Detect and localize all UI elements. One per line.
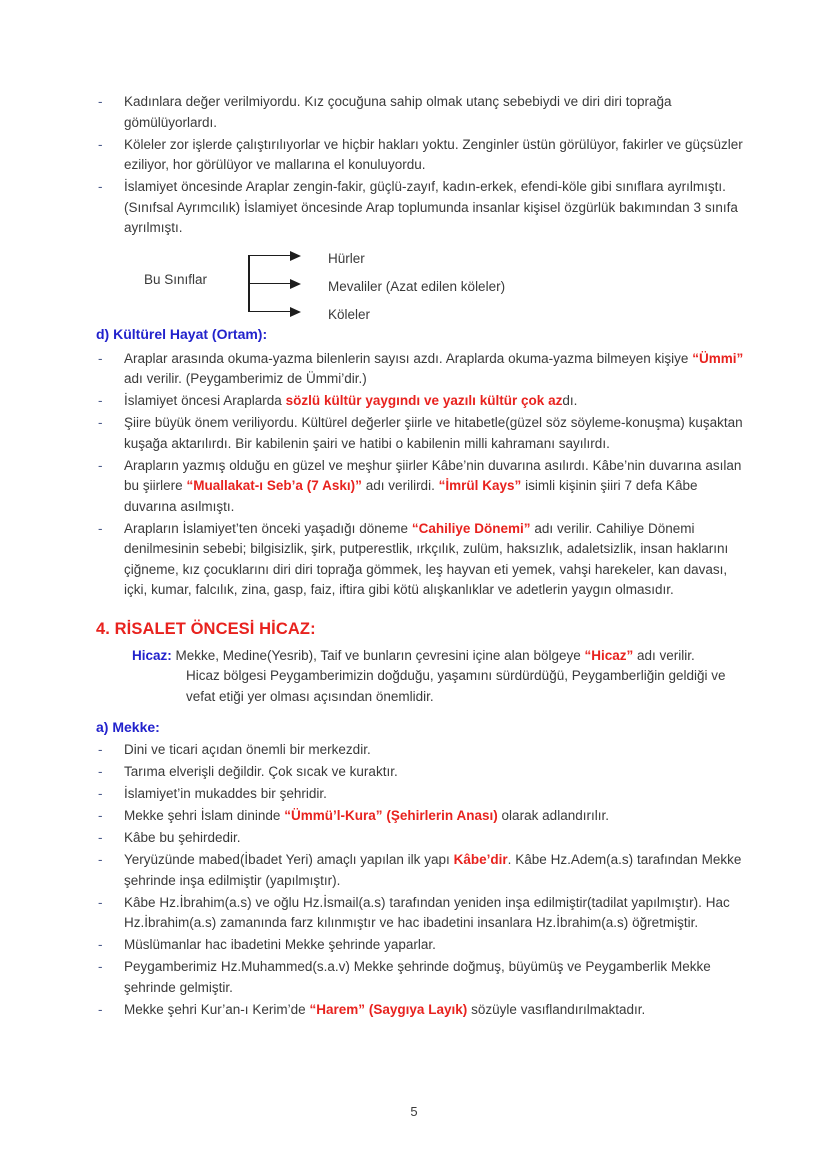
text-run: adı verilir. Cahiliye Dönemi denilmesinin sebebi; bilgisizlik, şirk, putperestlik, ırkçılık, zulüm, haksızlık, adaletsizlik, insan haklarını çiğneme, kız çocuklarını diri diri toprağa gömmek, leş hayvan eti yemek, vahşi harekeler, kan davası, içki, kumar, falcılık, zina, gasp, faiz, iftira gibi kötü alışkanlıklar ve adetlerin yaygın olmasıdır. (124, 520, 729, 597)
emphasis-red: “Muallakat-ı Seb’a (7 Askı)” (186, 478, 362, 493)
hicaz-definition-line-2: Hicaz bölgesi Peygamberimizin doğduğu, yaşamını sürdürdüğü, Peygamberliğin geldiği ve vefat etiği yer olması açısından önemlidir. (186, 668, 726, 704)
kulturel-bullet-item (96, 456, 750, 518)
kulturel-bullet-item (96, 391, 750, 412)
bullet-dash-icon: - (98, 786, 103, 801)
text-run: Arapların İslamiyet’ten önceki yaşadığı döneme (124, 520, 412, 536)
bullet-dash-icon: - (98, 830, 103, 845)
intro-bullet-list (96, 92, 750, 239)
intro-bullet-text (124, 135, 750, 176)
bullet-dash-icon: - (98, 937, 103, 952)
mekke-bullet-text (124, 1000, 750, 1021)
mekke-bullet-text (124, 784, 750, 805)
arrowhead-icon (290, 251, 301, 261)
hicaz-definition-text (172, 648, 695, 663)
text-run: adı verilir. (633, 647, 695, 663)
text-run: Kâbe Hz.İbrahim(a.s) ve oğlu Hz.İsmail(a.s) tarafından yeniden inşa edilmiştir(tadilat yapılmıştır). Hac Hz.İbrahim(a.s) zamanında farz kılınmıştır ve hac ibadetini insanlara Hz.İbrahim(a.s) öğretmiştir. (124, 894, 730, 930)
text-run: Kadınlara değer verilmiyordu. Kız çocuğuna sahip olmak utanç sebebiydi ve diri diri toprağa gömülüyorlardı. (124, 94, 672, 130)
mekke-bullet-item (96, 1000, 750, 1021)
text-run: Dini ve ticari açıdan önemli bir merkezdir. (124, 742, 371, 757)
kulturel-bullet-text (124, 349, 750, 390)
bullet-dash-icon: - (98, 1001, 103, 1017)
emphasis-red: Kâbe’dir (453, 852, 508, 867)
bracket-arm-3 (248, 311, 292, 313)
emphasis-red: “Cahiliye Dönemi” (411, 520, 531, 536)
class-hierarchy-diagram (96, 249, 750, 322)
mekke-bullet-text (124, 850, 750, 891)
text-run: adı verilir. (Peygamberimiz de Ümmi’dir.) (124, 371, 367, 386)
mekke-bullet-text (124, 893, 750, 934)
text-run: İslamiyet’in mukaddes bir şehridir. (124, 786, 327, 801)
intro-bullet-text (124, 177, 750, 239)
bullet-dash-icon: - (98, 350, 103, 366)
arrowhead-icon (290, 279, 301, 289)
kulturel-bullet-text (124, 519, 750, 601)
mekke-bullet-text (124, 806, 750, 827)
mekke-bullet-item (96, 850, 750, 891)
text-run: isimli kişinin şiiri 7 defa Kâbe duvarına asılmıştı. (124, 478, 698, 514)
text-run: Mekke, Medine(Yesrib), Taif ve bunların çevresini içine alan bölgeye (171, 647, 585, 663)
bullet-dash-icon: - (98, 808, 103, 823)
mekke-bullet-item (96, 957, 750, 998)
mekke-bullet-item (96, 828, 750, 849)
mekke-bullet-text (124, 762, 750, 783)
mekke-bullet-list (96, 740, 750, 1020)
text-run: İslamiyet öncesi Araplarda (124, 393, 286, 408)
emphasis-red: “İmrül Kays” (438, 478, 522, 493)
text-run: sözüyle vasıflandırılmaktadır. (467, 1001, 646, 1017)
text-run: olarak adlandırılır. (497, 808, 609, 823)
bullet-dash-icon: - (98, 764, 103, 779)
mekke-bullet-text (124, 828, 750, 849)
text-run: Müslümanlar hac ibadetini Mekke şehrinde yaparlar. (124, 937, 436, 952)
kulturel-bullet-item (96, 519, 750, 601)
emphasis-red: “Ümmü’l-Kura” (Şehirlerin Anası) (284, 808, 498, 823)
kulturel-bullet-item (96, 413, 750, 454)
kulturel-bullet-text (124, 391, 750, 412)
kulturel-bullet-text (124, 413, 750, 454)
text-run: İslamiyet öncesinde Araplar zengin-fakir, güçlü-zayıf, kadın-erkek, efendi-köle gibi sınıflara ayrılmıştı. (Sınıfsal Ayrımcılık) İslamiyet öncesinde Arap toplumunda insanlar kişisel özgürlük bakımından 3 sınıfa ayrılmıştı. (124, 179, 738, 235)
bracket-arm-1 (248, 255, 292, 257)
diagram-item: Köleler (328, 306, 371, 322)
emphasis-red: “Hicaz” (584, 647, 634, 663)
kulturel-bullet-text (124, 456, 750, 518)
bullet-dash-icon: - (98, 520, 103, 536)
arrowhead-icon (290, 307, 301, 317)
text-run: adı verilirdi. (361, 478, 439, 493)
diagram-item: Hürler (328, 250, 365, 266)
text-run: Kâbe bu şehirdedir. (124, 830, 241, 845)
mekke-bullet-item (96, 806, 750, 827)
bullet-dash-icon: - (98, 136, 103, 152)
bullet-dash-icon: - (98, 393, 103, 408)
emphasis-red: “Harem” (Saygıya Layık) (309, 1001, 468, 1017)
hicaz-definition-line-1 (132, 646, 750, 667)
bracket-arm-2 (248, 283, 292, 285)
bullet-dash-icon: - (98, 415, 103, 430)
mekke-bullet-text (124, 957, 750, 998)
hicaz-term: Hicaz: (132, 647, 172, 663)
mekke-bullet-item (96, 784, 750, 805)
kulturel-bullet-item (96, 349, 750, 390)
text-run: Tarıma elverişli değildir. Çok sıcak ve kuraktır. (124, 764, 398, 779)
kulturel-bullet-list (96, 349, 750, 601)
mekke-bullet-item (96, 893, 750, 934)
mekke-bullet-text (124, 740, 750, 761)
text-run: Araplar arasında okuma-yazma bilenlerin sayısı azdı. Araplarda okuma-yazma bilmeyen kişiye (124, 350, 693, 366)
text-run: Peygamberimiz Hz.Muhammed(s.a.v) Mekke şehrinde doğmuş, büyümüş ve Peygamberlik Mekke şehrinde gelmiştir. (124, 959, 711, 995)
heading-risalet-oncesi-hicaz: 4. RİSALET ÖNCESİ HİCAZ: (96, 619, 316, 638)
bullet-dash-icon: - (98, 894, 103, 910)
text-run: Arapların yazmış olduğu en güzel ve meşhur şiirler Kâbe’nin duvarına asılırdı. Kâbe’nin duvarına asılan bu şiirlere (124, 457, 742, 493)
text-run: Köleler zor işlerde çalıştırılıyorlar ve hiçbir hakları yoktu. Zenginler üstün görülüyor, fakirler ve güçsüzler eziliyor, hor görülüyor ve mallarına el konuluyordu. (124, 136, 743, 172)
mekke-bullet-item (96, 740, 750, 761)
heading-mekke: a) Mekke: (96, 719, 160, 735)
diagram-item-list (328, 245, 505, 329)
mekke-bullet-item (96, 762, 750, 783)
bullet-dash-icon: - (98, 94, 103, 109)
bullet-dash-icon: - (98, 179, 103, 194)
intro-bullet-item (96, 177, 750, 239)
emphasis-red: “Ümmi” (692, 350, 744, 366)
mekke-bullet-item (96, 935, 750, 956)
hicaz-definition-block (96, 646, 750, 708)
intro-bullet-text (124, 92, 750, 133)
diagram-label: Bu Sınıflar (144, 271, 208, 287)
text-run: Şiire büyük önem veriliyordu. Kültürel değerler şiirle ve hitabetle(güzel söz söyleme-konuşma) kuşaktan kuşağa aktarılırdı. Bir kabilenin şairi ve hatibi o kabilenin milli kahramanı sayılırdı. (124, 415, 743, 451)
heading-kulturel-hayat: d) Kültürel Hayat (Ortam): (96, 325, 268, 342)
emphasis-red: sözlü kültür yaygındı ve yazılı kültür çok az (285, 393, 563, 408)
text-run: Mekke şehri Kur’an-ı Kerim’de (124, 1001, 310, 1017)
diagram-item: Mevaliler (Azat edilen köleler) (328, 278, 506, 294)
page-number: 5 (410, 1104, 418, 1119)
bullet-dash-icon: - (98, 742, 103, 757)
intro-bullet-item (96, 92, 750, 133)
mekke-bullet-text (124, 935, 750, 956)
bullet-dash-icon: - (98, 959, 103, 974)
text-run: Mekke şehri İslam dininde (124, 808, 285, 823)
bullet-dash-icon: - (98, 457, 103, 473)
text-run: Yeryüzünde mabed(İbadet Yeri) amaçlı yapılan ilk yapı (124, 852, 454, 867)
intro-bullet-item (96, 135, 750, 176)
text-run: . Kâbe Hz.Adem(a.s) tarafından Mekke şehrinde inşa edilmiştir (yapılmıştır). (124, 852, 742, 888)
bullet-dash-icon: - (98, 852, 103, 867)
text-run: dı. (562, 393, 578, 408)
bracket-connector (248, 252, 318, 314)
